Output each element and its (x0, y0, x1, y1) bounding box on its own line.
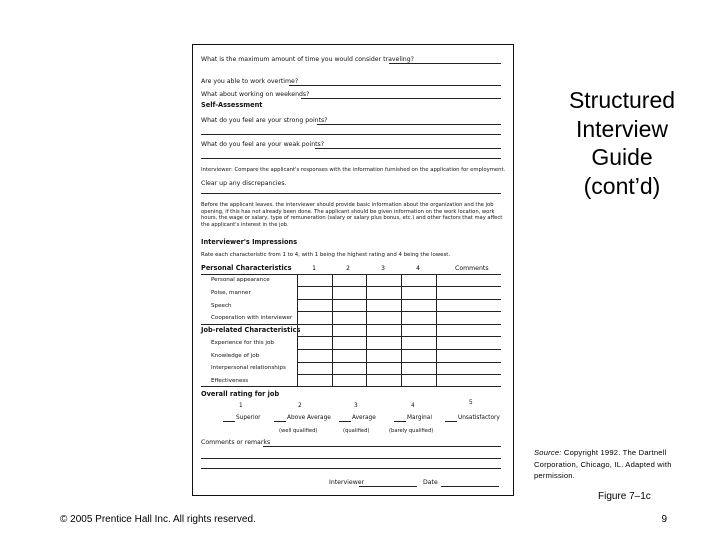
job-item: Experience for this job (211, 340, 274, 346)
rating-option-average: Average (352, 415, 376, 421)
answer-line (301, 98, 501, 99)
grid-line (436, 274, 437, 386)
grid-line (401, 274, 402, 386)
interview-form (192, 44, 514, 496)
rating-number: 3 (354, 403, 358, 409)
rating-number: 5 (469, 400, 473, 406)
slide-title (548, 86, 696, 200)
personal-item: Poise, manner (211, 290, 251, 296)
rating-option-marginal: Marginal (407, 415, 432, 421)
grid-line (297, 349, 501, 350)
rating-option-superior: Superior (236, 415, 261, 421)
answer-line (201, 193, 501, 194)
copyright-notice: © 2005 Prentice Hall Inc. All rights reserved. (60, 514, 256, 525)
grid-line (297, 311, 501, 312)
column-header-4: 4 (416, 265, 420, 272)
page-number: 9 (661, 514, 667, 525)
impressions-heading: Interviewer's Impressions (201, 238, 298, 246)
closing-instructions: Before the applicant leaves, the interviewer should provide basic information about the organization and the job opening, if this has not already been done. The applicant should be given information on the work location, work hours, the wage or salary, type of remuneration (salary or salary plus bonus, etc.) and other factors that may affect the applicant's interest in the job. (201, 202, 503, 228)
self-assessment-heading: Self-Assessment (201, 101, 263, 109)
column-header-3: 3 (381, 265, 385, 272)
signature-line (359, 486, 417, 487)
date-label: Date (423, 479, 438, 486)
grid-line (297, 274, 298, 386)
title-line: (cont’d) (583, 172, 661, 199)
grid-line (297, 299, 501, 300)
question-weak-points: What do you feel are your weak points? (201, 141, 325, 148)
rating-number: 1 (239, 403, 243, 409)
question-weekends: What about working on weekends? (201, 91, 310, 98)
grid-line (297, 336, 501, 337)
grid-line (297, 374, 501, 375)
source-label: Source: (534, 448, 562, 457)
comments-column-header: Comments (455, 265, 489, 272)
comments-remarks-label: Comments or remarks (201, 439, 271, 446)
source-text: Copyright 1992. The Dartnell Corporation, Chicago, IL. Adapted with permission. (534, 448, 672, 481)
rating-sublabel: (qualified) (343, 428, 370, 434)
personal-item: Cooperation with interviewer (211, 315, 293, 321)
source-citation (534, 447, 674, 482)
question-travel: What is the maximum amount of time you would consider traveling? (201, 56, 414, 63)
job-item: Effectiveness (211, 378, 249, 384)
personal-item: Speech (211, 303, 232, 309)
job-related-heading: Job-related Characteristics (201, 326, 301, 334)
rating-blank[interactable] (339, 421, 351, 422)
grid-line (366, 274, 367, 386)
rating-blank[interactable] (274, 421, 286, 422)
title-line: Guide (591, 144, 653, 170)
answer-line (289, 85, 501, 86)
personal-characteristics-heading: Personal Characteristics (201, 264, 292, 272)
rating-blank[interactable] (445, 421, 457, 422)
date-line (441, 486, 499, 487)
rating-blank[interactable] (394, 421, 406, 422)
clear-discrepancies: Clear up any discrepancies. (201, 180, 287, 187)
grid-line (297, 286, 501, 287)
rating-sublabel: (barely qualified) (389, 428, 434, 434)
question-overtime: Are you able to work overtime? (201, 78, 299, 85)
rating-sublabel: (well qualified) (279, 428, 318, 434)
answer-line (263, 446, 501, 447)
figure-label: Figure 7–1c (598, 491, 651, 502)
answer-line (201, 158, 501, 159)
answer-line (317, 124, 501, 125)
title-line: Structured (568, 87, 676, 113)
interviewer-label: Interviewer (329, 479, 365, 486)
title-line: Interview (575, 115, 669, 142)
rating-option-unsatisfactory: Unsatisfactory (458, 415, 500, 421)
answer-line (201, 458, 501, 459)
column-header-1: 1 (312, 265, 316, 272)
answer-line (389, 63, 501, 64)
grid-line (201, 386, 501, 387)
rating-number: 4 (411, 403, 415, 409)
job-item: Interpersonal relationships (211, 365, 286, 371)
question-strong-points: What do you feel are your strong points? (201, 117, 328, 124)
grid-line (201, 324, 501, 325)
job-item: Knowledge of job (211, 353, 260, 359)
rate-instruction: Rate each characteristic from 1 to 4, with 1 being the highest rating and 4 being the lowest. (201, 252, 451, 258)
column-header-2: 2 (346, 265, 350, 272)
grid-line (332, 274, 333, 386)
answer-line (201, 468, 501, 469)
interviewer-note: Interviewer: Compare the applicant's responses with the information furnished on the application for employment. (201, 167, 506, 173)
grid-line (297, 362, 501, 363)
personal-item: Personal appearance (211, 277, 270, 283)
answer-line (201, 134, 501, 135)
overall-rating-heading: Overall rating for job (201, 390, 280, 398)
grid-line (201, 274, 501, 275)
rating-blank[interactable] (223, 421, 235, 422)
answer-line (315, 148, 501, 149)
rating-option-above-average: Above Average (287, 415, 331, 421)
rating-number: 2 (298, 403, 302, 409)
